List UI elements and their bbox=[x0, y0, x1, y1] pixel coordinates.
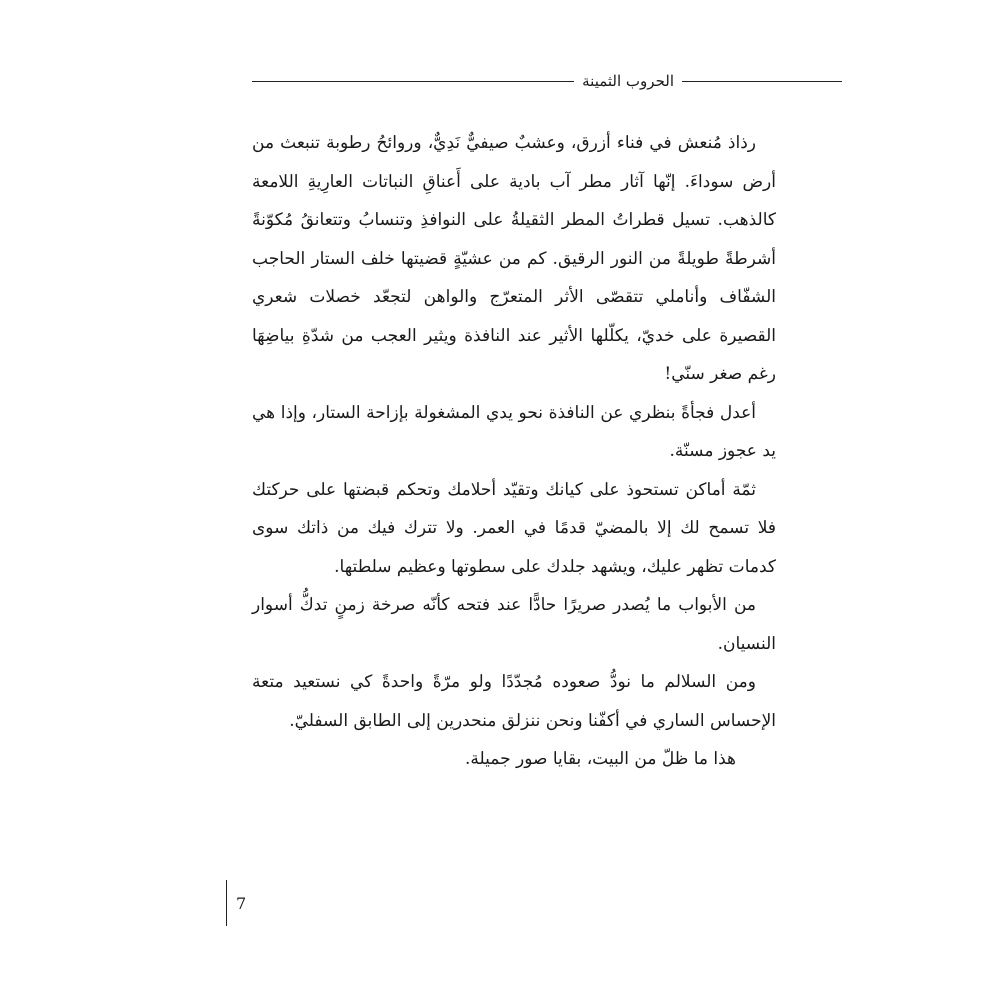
paragraph-2: أعدل فجأةً بنظري عن النافذة نحو يدي المشغولة بإزاحة الستار، وإذا هي يد عجوز مسنّة. bbox=[252, 402, 776, 461]
running-header bbox=[252, 66, 842, 96]
page-body bbox=[252, 124, 776, 779]
page-number: 7 bbox=[236, 893, 247, 913]
header-title: الحروب الثمينة bbox=[582, 72, 674, 90]
paragraph-5: ومن السلالم ما نودُّ صعوده مُجدّدًا ولو مرّةً واحدةً كي نستعيد متعة الإحساس الساري في أكفّنا ونحن ننزلق منحدرين إلى الطابق السفليّ. bbox=[252, 672, 776, 731]
header-rule-right bbox=[682, 81, 842, 82]
page-footer bbox=[226, 880, 246, 926]
paragraph-6: هذا ما ظلّ من البيت، بقايا صور جميلة. bbox=[465, 749, 736, 769]
paragraph-1: رذاذ مُنعش في فناء أزرق، وعشبٌ صيفيٌّ نَدِيٌّ، وروائحُ رطوبة تنبعث من أرض سوداءَ. إنّها آثار مطر آب بادية على أَعناقِ النباتات العارِيةِ اللامعة كالذهب. تسيل قطراتُ المطر الثقيلةُ على النوافذِ وتنسابُ وتتعانقُ مُكوّنةً أشرطةً طويلةً من النور الرقيق. كم من عشيّةٍ قضيتها خلف الستار الحاجب الشفّاف وأناملي تتقصّى الأثر المتعرّج والواهن لتجعّد خصلات شعري القصيرة على خديّ، يكلّلها الأثير عند النافذة ويثير العجب من شدّةِ بياضِهَا رغم صغر سنّي! bbox=[252, 133, 776, 384]
paragraph-3: ثمّة أماكن تستحوذ على كيانك وتقيّد أحلامك وتحكم قبضتها على حركتك فلا تسمح لك إلا بالمضيّ قدمًا في العمر. ولا تترك فيك من ذاتك سوى كدمات تظهر عليك، ويشهد جلدك على سطوتها وعظيم سلطتها. bbox=[252, 479, 776, 577]
paragraph-4: من الأبواب ما يُصدر صريرًا حادًّا عند فتحه كأنّه صرخة زمنٍ تدكُّ أسوار النسيان. bbox=[252, 595, 776, 654]
header-rule-left bbox=[252, 81, 574, 82]
